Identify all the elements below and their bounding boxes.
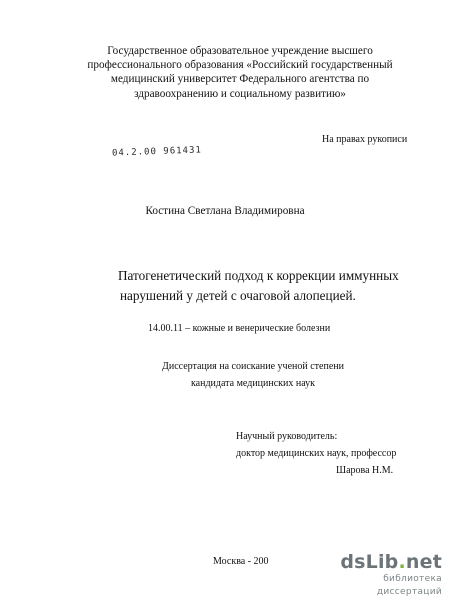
degree-line-2: кандидата медицинских наук bbox=[190, 378, 316, 389]
institution-line-1: Государственное образовательное учреждение высшего bbox=[107, 45, 373, 57]
institution-header bbox=[70, 44, 410, 101]
degree-statement bbox=[148, 358, 358, 392]
dslib-caption: библиотека диссертаций bbox=[376, 574, 442, 597]
registration-stamp: 04.2.00 961431 bbox=[111, 145, 203, 159]
dslib-logo-main: dsLib bbox=[340, 551, 399, 573]
specialty-code: 14.00.11 – кожные и венерические болезни bbox=[148, 323, 331, 334]
dslib-logo-tld: net bbox=[405, 551, 442, 573]
dslib-logo-dot: . bbox=[398, 551, 406, 573]
supervisor-role: доктор медицинских наук, профессор bbox=[236, 448, 397, 459]
thesis-title bbox=[118, 266, 398, 306]
rights-label: На правах рукописи bbox=[322, 134, 408, 145]
dslib-logo[interactable] bbox=[330, 552, 442, 573]
institution-line-2: профессионального образования «Российский государственный bbox=[87, 59, 393, 72]
supervisor-label: Научный руководитель: bbox=[236, 431, 338, 442]
dslib-watermark[interactable] bbox=[330, 551, 442, 597]
institution-line-4: здравоохранению и социальному развитию» bbox=[134, 87, 346, 100]
thesis-title-line-1: Патогенетический подход к коррекции иммунных bbox=[118, 268, 399, 283]
institution-line-3: медицинский университет Федерального агентства по bbox=[110, 73, 370, 86]
thesis-title-line-2: нарушений у детей с очаговой алопецией. bbox=[120, 288, 356, 303]
degree-line-1: Диссертация на соискание ученой степени bbox=[162, 361, 344, 372]
author-name: Костина Светлана Владимировна bbox=[145, 205, 305, 217]
supervisor-block bbox=[236, 428, 426, 479]
supervisor-name: Шарова Н.М. bbox=[336, 465, 394, 476]
city-year: Москва - 200 bbox=[213, 556, 269, 567]
